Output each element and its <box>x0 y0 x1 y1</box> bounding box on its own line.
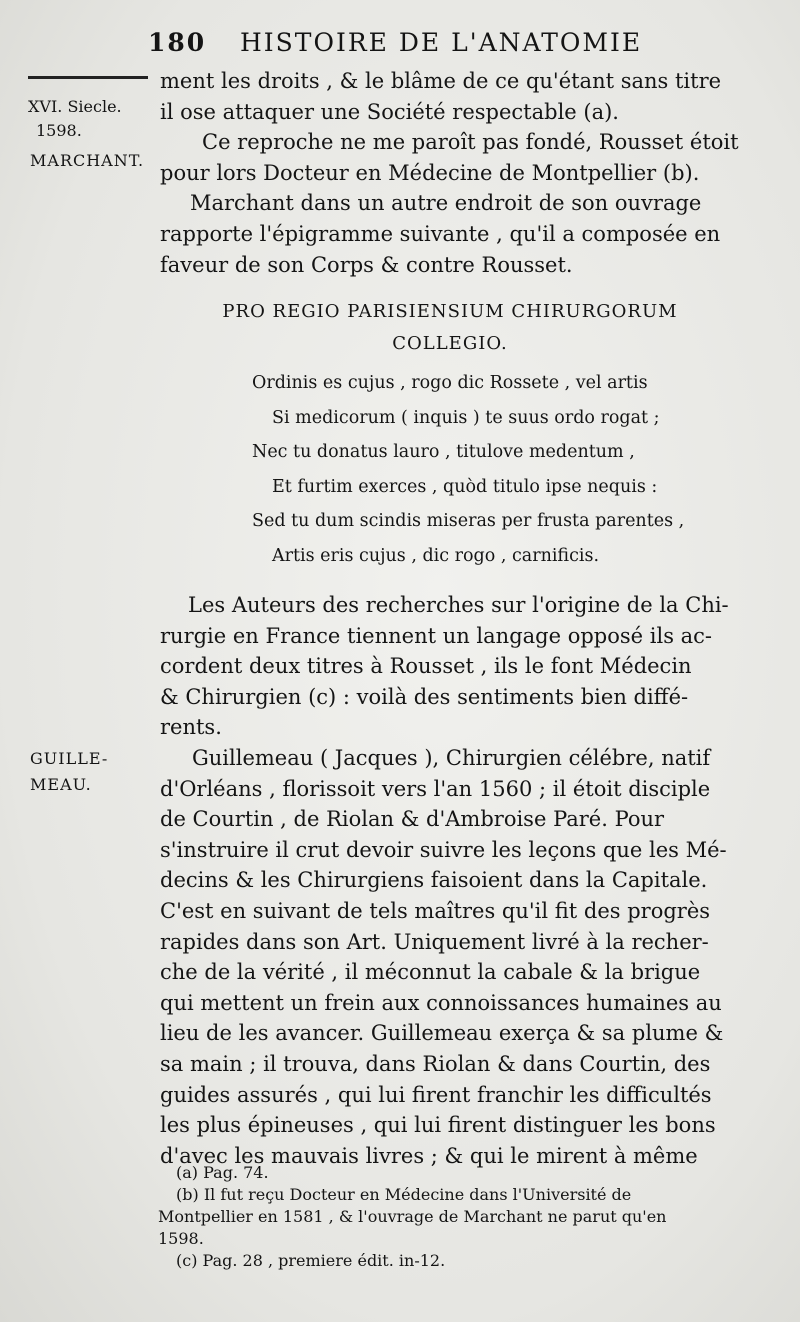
verse-line: Nec tu donatus lauro , titulove medentum , <box>252 442 635 463</box>
text-line: cordent deux titres à Rousset , ils le font Médecin <box>160 654 692 679</box>
text-line: il ose attaquer une Société respectable (a). <box>160 99 619 124</box>
verse-line: Artis eris cujus , dic rogo , carnificis. <box>272 545 600 566</box>
paragraph-rousset <box>160 66 780 280</box>
margin-rule <box>28 76 148 79</box>
text-line: C'est en suivant de tels maîtres qu'il fit des progrès <box>160 898 711 923</box>
margin-note-marchant: MARCHANT. <box>30 151 145 170</box>
footnote-b: (b) Il fut reçu Docteur en Médecine dans l'Université de <box>176 1185 632 1204</box>
text-line: che de la vérité , il méconnut la cabale & la brigue <box>160 960 701 985</box>
page-number: 180 <box>148 28 207 57</box>
text-line: Les Auteurs des recherches sur l'origine de la Chi- <box>188 593 729 617</box>
text-line: Ce reproche ne me paroît pas fondé, Rousset étoit <box>202 130 739 155</box>
text-line: d'Orléans , florissoit vers l'an 1560 ; il étoit disciple <box>160 776 711 801</box>
margin-note-guillemeau <box>30 746 108 798</box>
text-line: rents. <box>160 715 222 740</box>
verse-line: Si medicorum ( inquis ) te suus ordo rogat ; <box>272 407 660 428</box>
margin-note-guillemeau-line2: MEAU. <box>30 775 92 794</box>
footnote-b-cont: Montpellier en 1581 , & l'ouvrage de Marchant ne parut qu'en <box>158 1207 667 1226</box>
verse-line: Sed tu dum scindis miseras per frusta parentes , <box>252 511 685 532</box>
poem-title-line1: PRO REGIO PARISIENSIUM CHIRURGORUM <box>222 301 678 322</box>
verse-line: Ordinis es cujus , rogo dic Rossete , vel artis <box>252 373 648 393</box>
epigram <box>252 366 732 574</box>
verse-line: Et furtim exerces , quòd titulo ipse nequis : <box>272 476 658 497</box>
text-line: rapporte l'épigramme suivante , qu'il a composée en <box>160 221 721 246</box>
text-line: guides assurés , qui lui firent franchir les difficultés <box>160 1082 712 1107</box>
footnotes <box>158 1162 766 1272</box>
footnote-c: (c) Pag. 28 , premiere édit. in-12. <box>176 1251 446 1270</box>
text-line: les plus épineuses , qui lui firent distinguer les bons <box>160 1113 716 1138</box>
text-line: decins & les Chirurgiens faisoient dans la Capitale. <box>160 868 708 893</box>
text-line: s'instruire il crut devoir suivre les leçons que les Mé- <box>160 837 727 862</box>
page-header <box>148 28 768 64</box>
text-line: ment les droits , & le blâme de ce qu'étant sans titre <box>160 69 722 93</box>
margin-note-century: XVI. Siecle. <box>28 97 122 116</box>
poem-title-line2: COLLEGIO. <box>392 333 508 354</box>
text-line: Guillemeau ( Jacques ), Chirurgien célébre, natif <box>192 745 711 770</box>
text-line: rurgie en France tiennent un langage opposé ils ac- <box>160 623 713 648</box>
running-title: HISTOIRE DE L'ANATOMIE <box>240 28 643 57</box>
text-line: sa main ; il trouva, dans Riolan & dans Courtin, des <box>160 1051 711 1076</box>
text-line: & Chirurgien (c) : voilà des sentiments bien diffé- <box>160 684 689 709</box>
footnote-a: (a) Pag. 74. <box>176 1163 269 1182</box>
text-line: qui mettent un frein aux connoissances humaines au <box>160 990 722 1015</box>
margin-note-guillemeau-line1: GUILLE- <box>30 749 109 768</box>
margin-note-year: 1598. <box>36 121 82 140</box>
text-line: rapides dans son Art. Uniquement livré à la recher- <box>160 929 709 954</box>
text-line: pour lors Docteur en Médecine de Montpellier (b). <box>160 160 700 185</box>
footnote-b-end: 1598. <box>158 1229 204 1248</box>
text-line: d'avec les mauvais livres ; & qui le mirent à même <box>160 1143 698 1168</box>
text-line: lieu de les avancer. Guillemeau exerça & sa plume & <box>160 1021 724 1046</box>
text-line: Marchant dans un autre endroit de son ouvrage <box>190 191 702 216</box>
paragraph-guillemeau <box>160 590 780 1171</box>
text-line: de Courtin , de Riolan & d'Ambroise Paré. Pour <box>160 807 665 832</box>
text-line: faveur de son Corps & contre Rousset. <box>160 252 573 277</box>
